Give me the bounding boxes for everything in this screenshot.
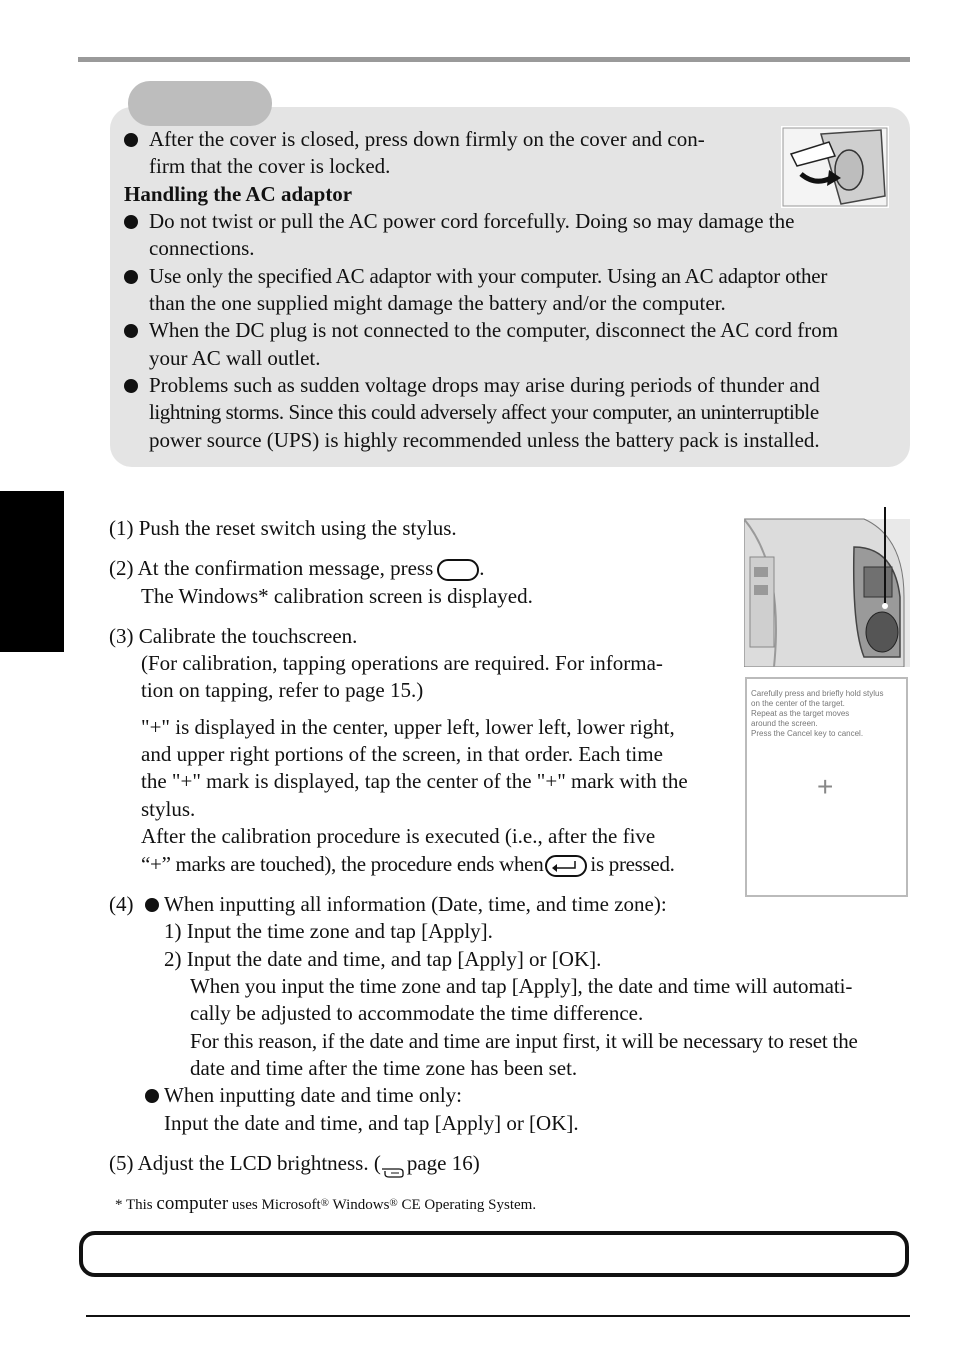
step-3-detail: (For calibration, tapping operations are required. For informa-	[141, 651, 663, 675]
step-1: (1) Push the reset switch using the stylus.	[109, 516, 457, 540]
reset-switch-illustration	[744, 507, 910, 667]
step-3-detail: and upper right portions of the screen, in that order. Each time	[141, 742, 663, 766]
calibration-instruction: Repeat as the target moves	[751, 709, 850, 718]
step-4-number: (4)	[109, 892, 134, 916]
calibration-screen-illustration	[745, 677, 908, 897]
cover-illustration	[781, 126, 889, 208]
calibration-instruction: on the center of the target.	[751, 699, 845, 708]
step-3-detail: After the calibration procedure is executed (i.e., after the five	[141, 824, 656, 848]
caution-item-text: firm that the cover is locked.	[149, 154, 391, 178]
key-icon	[437, 559, 479, 581]
step-3: (3) Calibrate the touchscreen.	[109, 624, 358, 648]
calibration-instruction: Carefully press and briefly hold stylus	[751, 689, 884, 698]
calibration-plus-mark: +	[817, 771, 834, 802]
caution-item-text: than the one supplied might damage the battery and/or the computer.	[149, 291, 726, 315]
caution-tab	[128, 81, 272, 126]
step-3-text: “+” marks are touched), the procedure ends when	[141, 852, 544, 876]
footnote-text: computer	[156, 1193, 229, 1214]
step-3-detail: stylus.	[141, 797, 196, 821]
bullet	[124, 215, 138, 229]
footnote-text: uses Microsoft	[228, 1197, 321, 1213]
enter-key-icon	[545, 855, 587, 877]
step-3-detail: "+" is displayed in the center, upper left, lower left, lower right,	[141, 715, 675, 739]
step-2-text: (2) At the confirmation message, press	[109, 556, 434, 580]
footnote-text: CE Operating System.	[397, 1197, 537, 1213]
top-rule	[78, 57, 910, 62]
footnote	[115, 1190, 536, 1219]
registered-mark: ®	[320, 1197, 330, 1209]
bullet	[124, 270, 138, 284]
caution-item-text: After the cover is closed, press down firmly on the cover and con-	[149, 127, 705, 151]
caution-heading: Handling the AC adaptor	[124, 182, 353, 206]
step-4-text: cally be adjusted to accommodate the time difference.	[190, 1001, 644, 1025]
bullet	[145, 1089, 159, 1103]
note-box	[79, 1231, 909, 1277]
step-5-text: (5) Adjust the LCD brightness. (	[109, 1151, 381, 1175]
step-4-text: 1) Input the time zone and tap [Apply].	[164, 919, 493, 943]
step-5-end: page 16)	[406, 1151, 480, 1175]
step-4-text: date and time after the time zone has been set.	[190, 1056, 578, 1080]
side-tab	[0, 491, 64, 652]
caution-item-text: When the DC plug is not connected to the computer, disconnect the AC cord from	[149, 318, 839, 342]
step-3-end: is pressed.	[590, 852, 675, 876]
step-3-detail: the "+" mark is displayed, tap the center of the "+" mark with the	[141, 769, 688, 793]
bullet	[124, 324, 138, 338]
bullet	[145, 898, 159, 912]
caution-item-text: Problems such as sudden voltage drops may arise during periods of thunder and	[149, 373, 820, 397]
caution-item-text: Use only the specified AC adaptor with your computer. Using an AC adaptor other	[149, 264, 828, 288]
calibration-instruction: Press the Cancel key to cancel.	[751, 729, 864, 738]
step-2-end: .	[479, 556, 485, 580]
step-2	[109, 555, 485, 582]
step-2-detail: The Windows* calibration screen is displayed.	[141, 584, 533, 608]
caution-item-text: lightning storms. Since this could adversely affect your computer, an uninterruptible	[149, 400, 819, 424]
bullet	[124, 379, 138, 393]
registered-mark: ®	[389, 1197, 398, 1209]
step-5	[109, 1150, 480, 1177]
step-4-text: Input the date and time, and tap [Apply] or [OK].	[164, 1111, 579, 1135]
step-4-text: When you input the time zone and tap [Apply], the date and time will automati-	[190, 974, 853, 998]
caution-item-text: your AC wall outlet.	[149, 346, 321, 370]
step-4-text: 2) Input the date and time, and tap [Apply] or [OK].	[164, 947, 602, 971]
calibration-instruction: around the screen.	[751, 719, 818, 728]
bottom-rule	[86, 1315, 910, 1317]
footnote-text: Windows	[329, 1197, 390, 1213]
footnote-text: * This	[115, 1197, 157, 1213]
step-3-detail	[141, 851, 675, 878]
caution-item-text: Do not twist or pull the AC power cord forcefully. Doing so may damage the	[149, 209, 795, 233]
step-4-text: When inputting all information (Date, time, and time zone):	[164, 892, 667, 916]
pointing-hand-icon	[381, 1158, 407, 1172]
step-4-text: When inputting date and time only:	[164, 1083, 463, 1107]
caution-item-text: connections.	[149, 236, 255, 260]
caution-item-text: power source (UPS) is highly recommended unless the battery pack is installed.	[149, 428, 820, 452]
step-4-text: For this reason, if the date and time are input first, it will be necessary to reset the	[190, 1029, 858, 1053]
step-3-detail: tion on tapping, refer to page 15.)	[141, 678, 424, 702]
bullet	[124, 133, 138, 147]
